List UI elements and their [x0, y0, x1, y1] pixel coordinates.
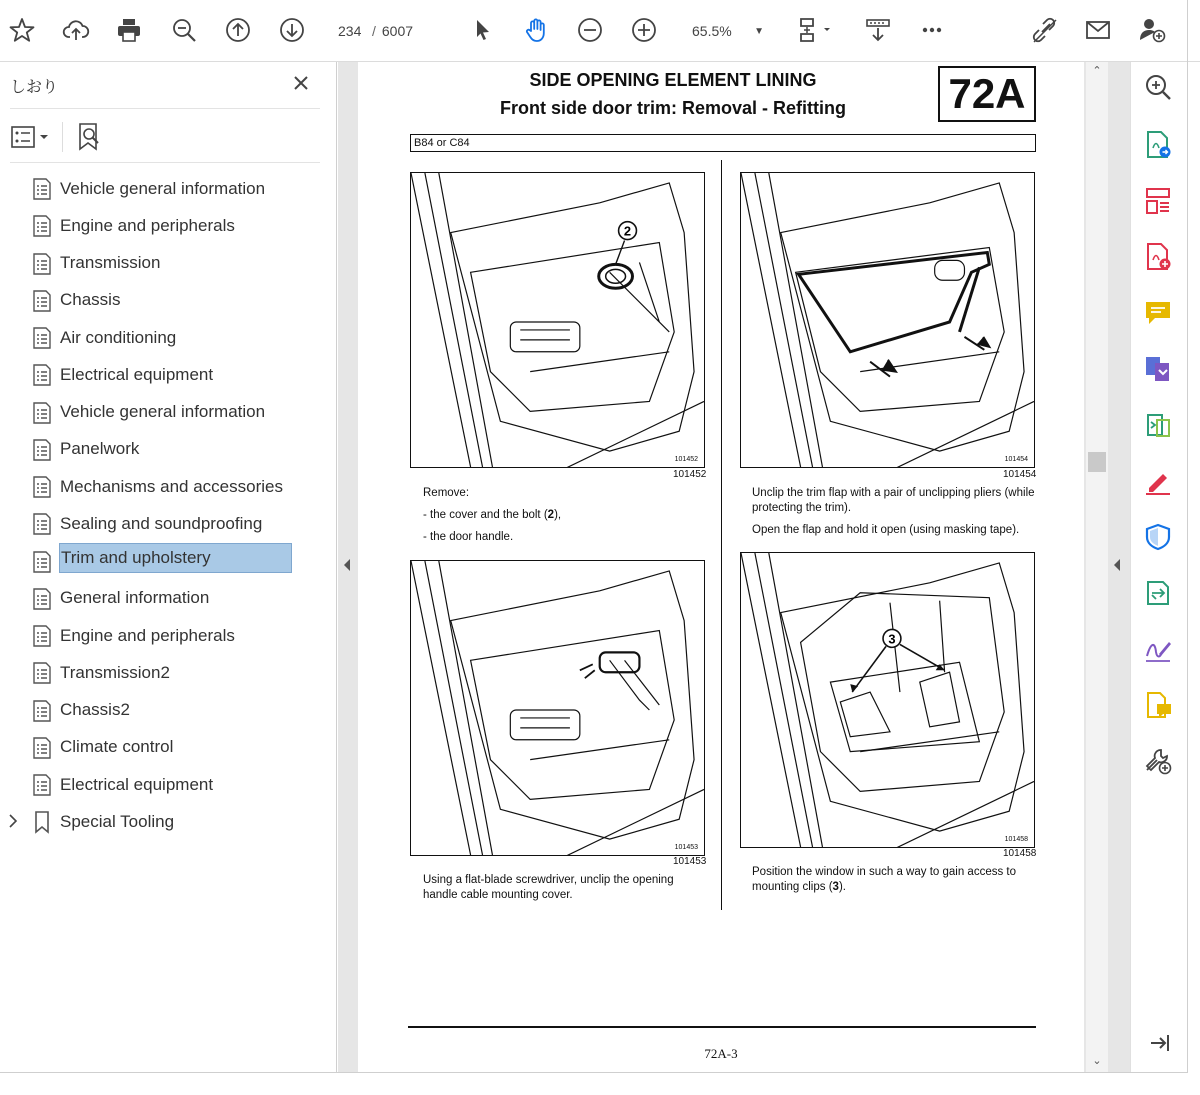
bookmark-item[interactable]	[0, 319, 337, 356]
collapse-right-panel-icon[interactable]	[1112, 558, 1122, 572]
bookmark-item[interactable]	[0, 692, 337, 729]
bookmark-item[interactable]	[0, 468, 337, 505]
door-illustration	[741, 553, 1034, 847]
window-right-border	[1187, 0, 1188, 1073]
bookmark-page-icon	[31, 401, 53, 425]
bookmark-label: Air conditioning	[60, 327, 177, 347]
scroll-up-icon[interactable]: ⌃	[1092, 65, 1102, 77]
vertical-scrollbar[interactable]	[1086, 62, 1108, 1072]
bookmark-page-icon	[31, 252, 53, 276]
hand-tool-icon[interactable]	[520, 14, 552, 46]
bookmark-item[interactable]	[0, 654, 337, 691]
export-pdf-icon[interactable]	[1143, 130, 1175, 162]
bookmarks-panel	[0, 62, 337, 1072]
callout-number: 2	[623, 223, 632, 239]
bookmark-item[interactable]	[0, 580, 337, 617]
figure-trim-flap	[740, 172, 1035, 468]
zoom-tool-icon[interactable]	[1143, 72, 1175, 104]
figure-handle-cable-cover	[410, 560, 705, 856]
scrollbar-thumb[interactable]	[1088, 452, 1106, 472]
bookmark-label: Electrical equipment	[60, 364, 214, 384]
chevron-right-icon[interactable]	[6, 813, 20, 829]
prev-page-icon[interactable]	[222, 14, 254, 46]
bookmark-label: Special Tooling	[60, 811, 175, 831]
page-separator: /	[372, 23, 376, 39]
caption-line: Unclip the trim flap with a pair of unclipping pliers (while protecting the trim).	[752, 487, 1035, 514]
document-viewport[interactable]	[338, 62, 1130, 1072]
bookmark-item[interactable]	[0, 207, 337, 244]
vehicle-variant-bar: B84 or C84	[410, 134, 1036, 152]
bookmark-item[interactable]	[0, 282, 337, 319]
main-toolbar	[0, 0, 1200, 62]
bookmark-label: Vehicle general information	[60, 402, 266, 422]
panel-divider	[10, 108, 320, 109]
figure-door-cover-bolt	[410, 172, 705, 468]
caption-line: Using a flat-blade screwdriver, unclip the opening handle cable mounting cover.	[423, 874, 674, 901]
bookmark-label: Chassis2	[60, 700, 130, 720]
page-subheading: Front side door trim: Removal - Refitting	[499, 98, 846, 118]
caption-line: - the door handle.	[423, 531, 514, 543]
document-page	[358, 62, 1084, 1072]
figure-id: 101454	[1003, 469, 1037, 480]
section-code-box: 72A	[938, 66, 1036, 122]
bookmark-label: Vehicle general information	[60, 178, 266, 198]
current-page-input[interactable]: 234	[338, 23, 362, 39]
page-fit-icon[interactable]	[794, 14, 838, 46]
figure-id: 101452	[673, 469, 707, 480]
window-bottom-border	[0, 1072, 1188, 1073]
protect-shield-icon[interactable]	[1143, 522, 1175, 554]
bookmark-options-button[interactable]	[10, 124, 54, 150]
toolbar-separator	[62, 122, 63, 152]
organize-pages-icon[interactable]	[1143, 186, 1175, 218]
cloud-upload-icon[interactable]	[60, 14, 92, 46]
bookmark-page-icon	[31, 177, 53, 201]
door-illustration	[741, 173, 1034, 467]
figure-inner-id: 101453	[674, 844, 698, 851]
list-options-icon	[10, 124, 54, 150]
bookmark-label: Engine and peripherals	[60, 215, 235, 235]
caption-line: Remove:	[423, 487, 470, 499]
page-number-label: 72A-3	[704, 1046, 738, 1061]
bookmark-search-icon	[76, 122, 104, 152]
bookmark-label: General information	[60, 588, 210, 608]
caption-line: Position the window in such a way to gain access to mounting clips (3).	[752, 866, 1017, 893]
bookmark-page-icon	[31, 475, 53, 499]
bookmark-item[interactable]	[0, 505, 337, 542]
collapse-tools-icon[interactable]	[1143, 1028, 1175, 1060]
figure-id: 101458	[1003, 848, 1037, 859]
next-page-icon[interactable]	[276, 14, 308, 46]
add-user-icon[interactable]	[1136, 14, 1168, 46]
column-divider	[721, 160, 722, 910]
bookmark-item[interactable]	[0, 729, 337, 766]
bookmark-item[interactable]	[0, 245, 337, 282]
page-number-field[interactable]	[332, 18, 427, 44]
panel-divider	[10, 162, 320, 163]
bookmark-item[interactable]	[0, 431, 337, 468]
caption-line: Open the flap and hold it open (using masking tape).	[752, 524, 1020, 536]
bookmark-page-icon	[31, 550, 53, 574]
figure-inner-id: 101454	[1004, 456, 1028, 463]
bookmarks-panel-title: しおり	[10, 79, 59, 96]
figure2-caption	[752, 486, 1036, 545]
door-illustration	[411, 561, 704, 855]
bookmark-item[interactable]	[0, 356, 337, 393]
bookmark-page-icon	[31, 438, 53, 462]
zoom-level-select[interactable]	[686, 18, 770, 44]
bookmark-page-icon	[31, 363, 53, 387]
collapse-left-panel-icon[interactable]	[342, 558, 352, 572]
bookmark-label: Sealing and soundproofing	[60, 513, 263, 533]
figure4-caption	[752, 865, 1036, 902]
send-comments-icon[interactable]	[1143, 690, 1175, 722]
tools-pane	[1130, 62, 1188, 1072]
bookmark-page-icon	[31, 326, 53, 350]
zoom-search-icon[interactable]	[168, 14, 200, 46]
callout-number: 3	[888, 631, 896, 647]
bookmark-label: Electrical equipment	[60, 774, 214, 794]
bookmark-page-icon	[31, 289, 53, 313]
fill-sign-icon[interactable]	[1143, 466, 1175, 498]
combine-files-icon[interactable]	[1143, 354, 1175, 386]
bookmark-page-icon	[31, 624, 53, 648]
bookmark-page-icon	[31, 736, 53, 760]
bookmark-label: Chassis	[60, 290, 121, 310]
bookmark-page-icon	[31, 512, 53, 536]
print-icon[interactable]	[113, 14, 145, 46]
star-icon[interactable]	[6, 14, 38, 46]
door-illustration	[411, 173, 704, 467]
convert-icon[interactable]	[1143, 578, 1175, 610]
figure1-caption	[423, 486, 713, 552]
bookmark-label: Transmission	[60, 253, 161, 273]
footer-rule	[408, 1026, 1036, 1028]
page-heading: SIDE OPENING ELEMENT LINING	[529, 70, 817, 90]
bookmark-item[interactable]	[0, 543, 337, 580]
figure3-caption	[423, 873, 706, 910]
bookmark-label: Transmission2	[60, 662, 170, 682]
bookmark-page-icon	[31, 699, 53, 723]
request-signature-icon[interactable]	[1143, 634, 1175, 666]
figure-inner-id: 101452	[674, 456, 698, 463]
bookmark-list	[0, 170, 337, 841]
compress-icon[interactable]	[1143, 410, 1175, 442]
bookmark-page-icon	[31, 773, 53, 797]
zoom-out-icon[interactable]	[574, 14, 606, 46]
bookmark-search-button[interactable]	[76, 122, 104, 152]
figure-inner-id: 101458	[1004, 836, 1028, 843]
share-link-icon[interactable]	[1028, 14, 1060, 46]
bookmark-ribbon-icon	[31, 810, 53, 834]
bookmark-item[interactable]	[0, 394, 337, 431]
bookmark-item[interactable]	[0, 766, 337, 803]
figure-id: 101453	[673, 856, 707, 867]
bookmark-page-icon	[31, 587, 53, 611]
close-icon[interactable]	[290, 72, 312, 94]
bookmark-label: Panelwork	[60, 439, 140, 459]
email-icon[interactable]	[1082, 14, 1114, 46]
bookmark-label: Climate control	[60, 737, 174, 757]
bookmark-page-icon	[31, 214, 53, 238]
bookmark-label: Mechanisms and accessories	[60, 476, 283, 496]
total-pages: 6007	[381, 23, 414, 39]
scroll-down-icon[interactable]: ⌄	[1092, 1055, 1102, 1067]
zoom-in-icon[interactable]	[628, 14, 660, 46]
bookmark-page-icon	[31, 661, 53, 685]
more-tools-icon[interactable]	[1143, 746, 1175, 778]
bookmark-label: Engine and peripherals	[60, 625, 235, 645]
comment-icon[interactable]	[1143, 298, 1175, 330]
more-options-icon[interactable]	[916, 14, 948, 46]
bookmark-item[interactable]	[0, 170, 337, 207]
chevron-down-icon: ▼	[754, 25, 764, 37]
scroll-mode-icon[interactable]	[862, 14, 894, 46]
figure-mounting-clips	[740, 552, 1035, 848]
select-cursor-icon[interactable]	[466, 14, 498, 46]
create-pdf-icon[interactable]	[1143, 242, 1175, 274]
bookmark-item[interactable]	[0, 617, 337, 654]
bookmark-item[interactable]	[0, 803, 337, 840]
caption-line: - the cover and the bolt (2),	[423, 509, 562, 521]
zoom-level-value: 65.5%	[692, 23, 732, 39]
bookmark-label: Trim and upholstery	[59, 543, 292, 573]
